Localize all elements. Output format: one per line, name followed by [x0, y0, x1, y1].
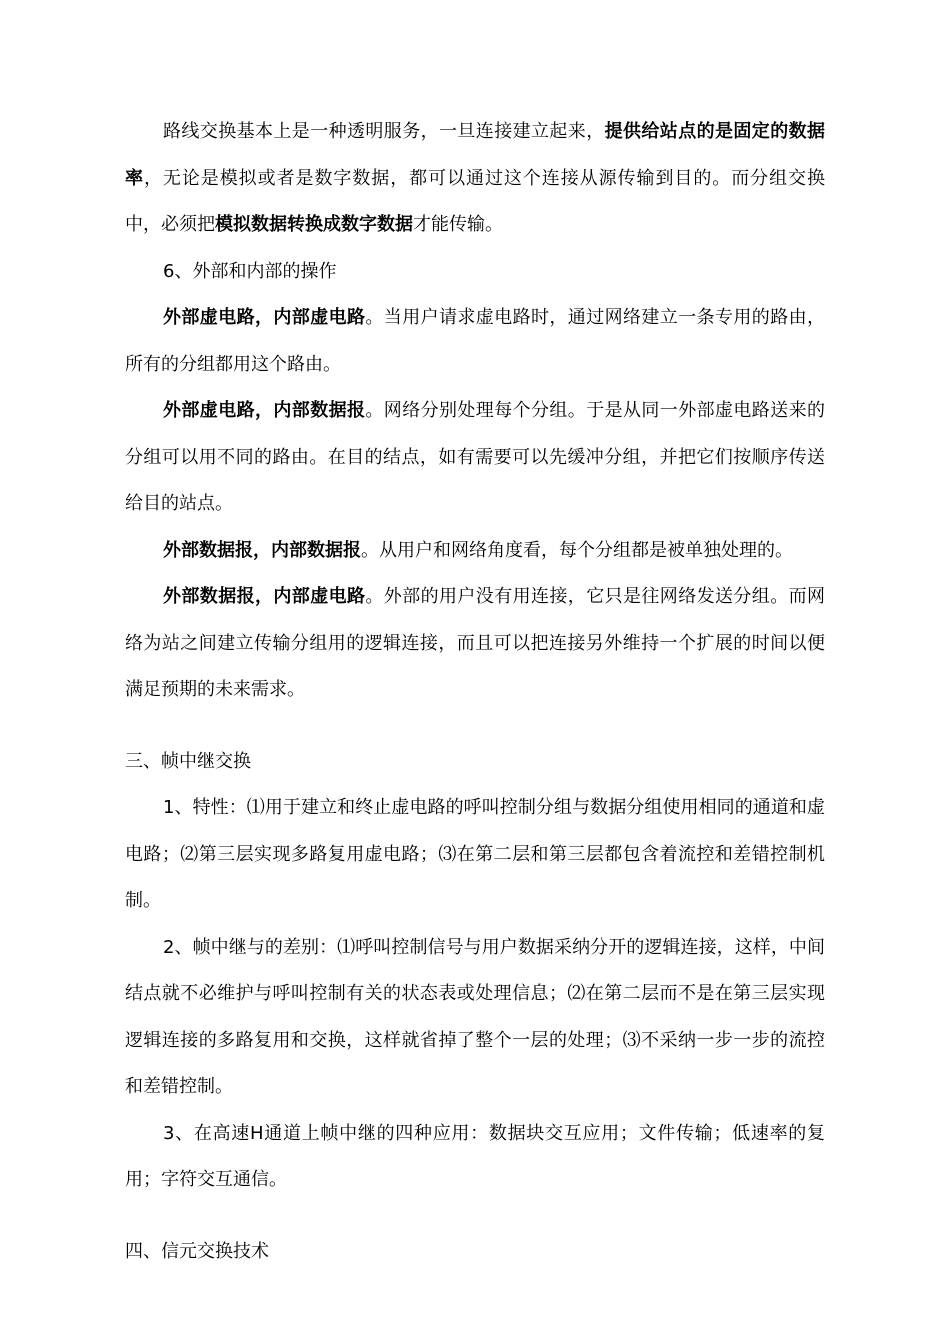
bold-text: 模拟数据转换成数字数据	[215, 214, 413, 235]
section-heading-frame-relay: 三、帧中继交换	[125, 750, 251, 772]
paragraph-frame-relay-differences: 2、帧中继与的差别：⑴呼叫控制信号与用户数据采纳分开的逻辑连接，这样，中间结点就不必维护与呼叫控制有关的状态表或处理信息；⑵在第二层而不是在第三层实现逻辑连接的多路复用和交换，这样就省掉了整个一层的处理；⑶不采纳一步一步的流控和差错控制。	[125, 936, 825, 1097]
text: ，无论是模拟或者是数字数据，都可以通过这个连接从源传输到目的。而分组交换中，必须把	[125, 167, 826, 235]
bold-text: 外部虚电路，内部虚电路	[163, 307, 366, 328]
paragraph-datagram-vc	[125, 574, 825, 714]
paragraph-frame-relay-applications: 3、在高速H通道上帧中继的四种应用：数据块交互应用；文件传输；低速率的复用；字符交互通信。	[125, 1122, 825, 1190]
document-body	[125, 109, 825, 1275]
paragraph-vc-datagram	[125, 388, 825, 528]
text: 才能传输。	[413, 214, 503, 235]
bold-text: 外部数据报，内部虚电路	[163, 586, 366, 607]
text: 路线交换基本上是一种透明服务，一旦连接建立起来，	[163, 121, 605, 142]
bold-text: 外部虚电路，内部数据报	[163, 400, 366, 421]
paragraph-frame-relay-features: 1、特性：⑴用于建立和终止虚电路的呼叫控制分组与数据分组使用相同的通道和虚电路；⑵第三层实现多路复用虚电路；⑶在第二层和第三层都包含着流控和差错控制机制。	[125, 797, 825, 911]
paragraph-route-switching	[125, 109, 825, 249]
section-heading-cell-switching: 四、信元交换技术	[125, 1240, 269, 1262]
text: 。网络分别处理每个分组。于是从同一外部虚电路送来的分组可以用不同的路由。在目的结点，如有需要可以先缓冲分组，并把它们按顺序传送给目的站点。	[125, 400, 826, 514]
bold-text: 提供给站点的是固定的数据率	[125, 121, 826, 189]
text: 。从用户和网络角度看，每个分组都是被单独处理的。	[361, 539, 793, 561]
paragraph-vc-vc	[125, 295, 825, 388]
subheading-external-internal: 6、外部和内部的操作	[163, 260, 337, 282]
paragraph-datagram-datagram	[125, 528, 825, 575]
bold-text: 外部数据报，内部数据报	[163, 539, 361, 561]
text: 。外部的用户没有用连接，它只是往网络发送分组。而网络为站之间建立传输分组用的逻辑连接，而且可以把连接另外维持一个扩展的时间以便满足预期的未来需求。	[125, 586, 826, 700]
text: 。当用户请求虚电路时，通过网络建立一条专用的路由，所有的分组都用这个路由。	[125, 307, 826, 375]
